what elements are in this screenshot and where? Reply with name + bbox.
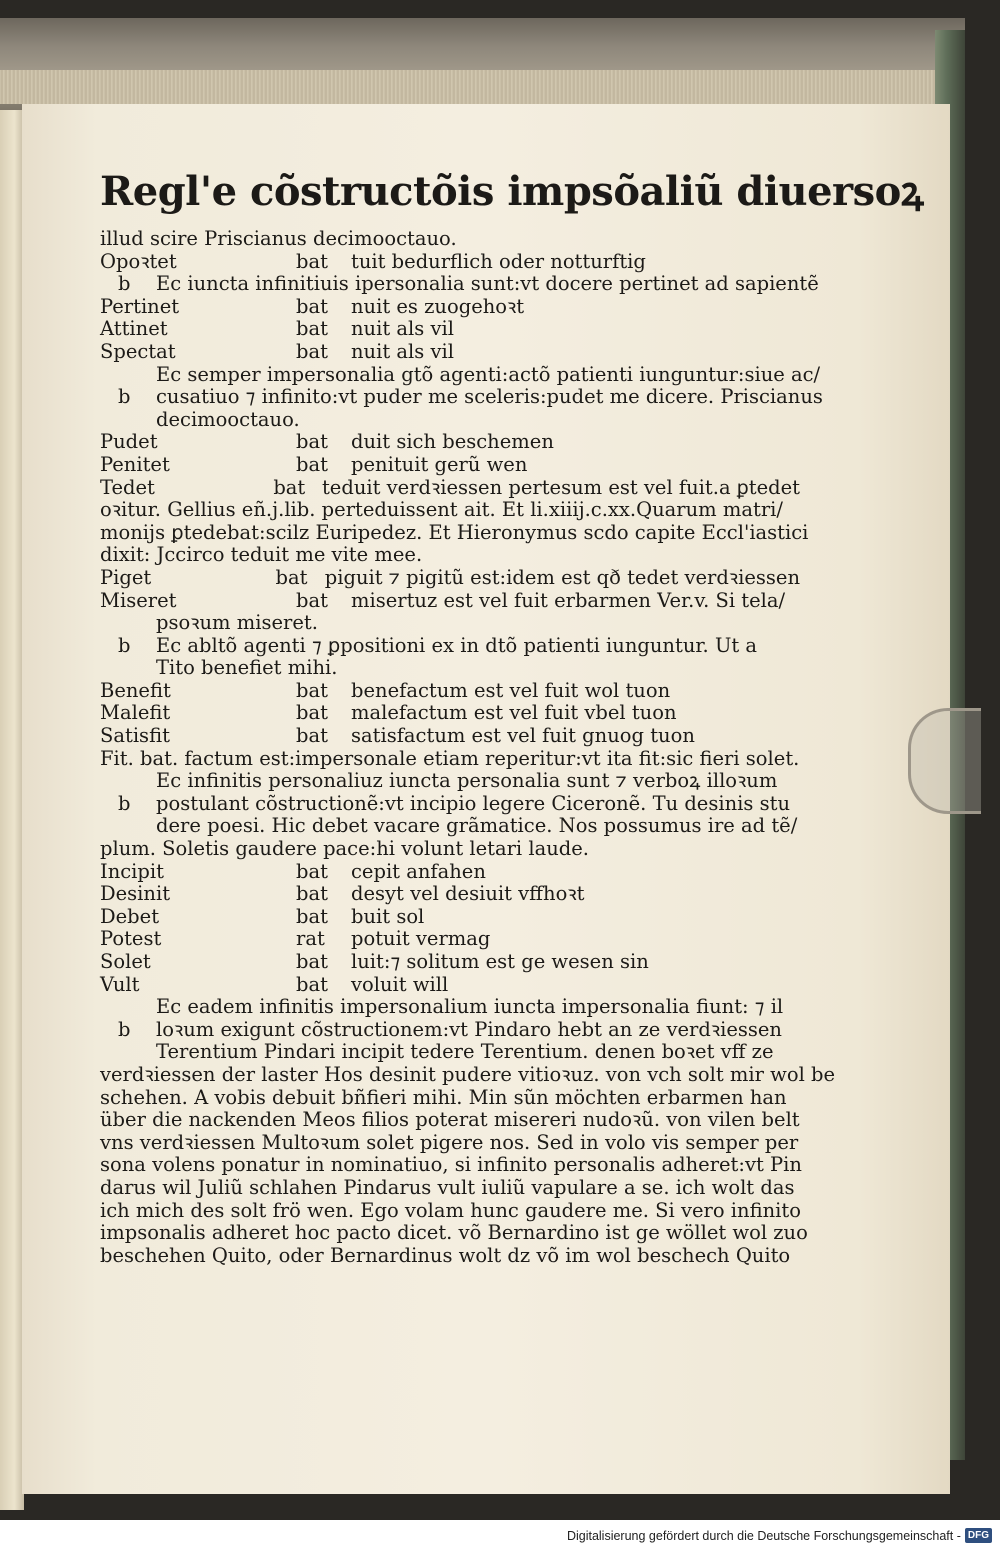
text-line: sona volens ponatur in nominatiuo, si infinito personalis adheret:vt Pin	[100, 1153, 802, 1177]
gloss-marker: bat	[296, 339, 328, 363]
headword: Incipit	[100, 859, 164, 883]
gloss-entry	[100, 861, 800, 884]
gloss-entry	[100, 951, 800, 974]
rule-marker: b	[118, 385, 131, 409]
headword: Tedet	[100, 475, 155, 499]
headword: Opoꝛtet	[100, 249, 177, 273]
indented-line: Tito benefiet mihi.	[156, 656, 338, 680]
text-line: illud scire Priscianus decimooctauo.	[100, 227, 457, 250]
gloss-text: misertuz est vel fuit erbarmen Ver.v. Si tela/	[351, 588, 786, 612]
gloss-marker: bat	[296, 294, 328, 318]
text-line: ich mich des solt frö wen. Ego volam hunc gaudere me. Si vero infinito	[100, 1198, 801, 1222]
headword: Vult	[100, 972, 140, 996]
rule-line	[100, 635, 800, 658]
gloss-entry	[100, 251, 800, 274]
rule-line	[100, 1019, 800, 1042]
text-line: plum. Soletis gaudere pace:hi volunt letari laude.	[100, 837, 589, 861]
gloss-text: duit sich beschemen	[351, 430, 554, 454]
gloss-marker: bat	[275, 565, 308, 589]
text-line: vns verdꝛiessen Multoꝛum solet pigere nos. Sed in volo vis semper per	[100, 1130, 799, 1154]
rule-line	[100, 272, 819, 296]
gloss-entry	[100, 680, 800, 703]
rule-text: postulant cõstructionẽ:vt incipio legere Ciceronẽ. Tu desinis stu	[156, 791, 790, 815]
gloss-entry	[100, 296, 800, 319]
gloss-entry	[100, 567, 800, 590]
rule-marker: b	[118, 1017, 131, 1041]
gloss-text: nuit als vil	[351, 339, 454, 363]
rule-text: loꝛum exigunt cõstructionem:vt Pindaro hebt an ze verdꝛiessen	[156, 1017, 782, 1041]
indented-line: Ec eadem infinitis impersonalium iuncta impersonalia fiunt: ⁊ il	[156, 995, 784, 1019]
gloss-text: potuit vermag	[351, 927, 491, 951]
headword: Satisfit	[100, 724, 170, 748]
gloss-text: satisfactum est vel fuit gnuog tuon	[351, 724, 695, 748]
gloss-entry	[100, 725, 800, 748]
gloss-text: nuit als vil	[351, 317, 454, 341]
gloss-marker: bat	[296, 882, 328, 906]
dfg-logo: DFG	[965, 1528, 992, 1543]
indented-line: Ec infinitis personaliuz iuncta personalia sunt ⁊ verboꝝ illoꝛum	[156, 769, 778, 793]
rule-text: cusatiuo ⁊ infinito:vt puder me sceleris:pudet me dicere. Priscianus	[156, 385, 823, 409]
gloss-marker: bat	[296, 678, 328, 702]
indented-line: Terentium Pindari incipit tedere Terentium. denen boꝛet vff ze	[156, 1040, 774, 1064]
text-line: über die nackenden Meos filios poterat misereri nudoꝛũ. von vilen belt	[100, 1108, 800, 1132]
headword: Piget	[100, 565, 152, 589]
indented-line: decimooctauo.	[156, 407, 300, 431]
gloss-marker: bat	[296, 859, 328, 883]
funding-notice: Digitalisierung gefördert durch die Deutsche Forschungsgemeinschaft -	[566, 1528, 961, 1543]
headword: Penitet	[100, 452, 170, 476]
text-line: schehen. A vobis debuit bñfieri mihi. Min sũn möchten erbarmen han	[100, 1085, 787, 1109]
rule-marker: b	[118, 791, 131, 815]
gloss-text: piguit ⁊ pigitũ est:idem est qð tedet verdꝛiessen	[324, 565, 800, 589]
gloss-text: nuit es zuogehoꝛt	[351, 294, 525, 318]
rule-text: Ec iuncta infinitiuis ipersonalia sunt:vt docere pertinet ad sapientẽ	[156, 272, 819, 296]
rule-marker: b	[118, 272, 131, 296]
gloss-text: penituit gerũ wen	[351, 452, 528, 476]
headword: Potest	[100, 927, 162, 951]
gloss-entry	[100, 341, 800, 364]
headword: Pertinet	[100, 294, 180, 318]
gloss-text: luit:⁊ solitum est ge wesen sin	[351, 950, 649, 973]
gloss-marker: bat	[296, 972, 328, 996]
gloss-entry	[100, 431, 800, 454]
text-line: verdꝛiessen der laster Hos desinit pudere vitioꝛuz. von vch solt mir wol be	[100, 1062, 836, 1086]
gloss-entry	[100, 883, 800, 906]
indented-line: Ec semper impersonalia gtõ agenti:actõ patienti iunguntur:siue ac/	[156, 362, 821, 386]
gloss-marker: bat	[296, 904, 328, 928]
gloss-entry	[100, 974, 800, 997]
gloss-marker: bat	[296, 430, 328, 454]
text-line: Fit. bat. factum est:impersonale etiam reperitur:vt ita fit:sic fieri solet.	[100, 746, 800, 770]
gloss-text: cepit anfahen	[351, 859, 486, 883]
rule-line	[100, 793, 800, 816]
headword: Pudet	[100, 430, 158, 454]
headword: Debet	[100, 904, 160, 928]
page-text	[100, 160, 924, 1267]
gloss-entry	[100, 590, 800, 613]
gloss-marker: rat	[296, 927, 325, 951]
headword: Malefit	[100, 701, 171, 725]
text-line: darus wil Juliũ schlahen Pindarus vult iuliũ vapulare a se. ich wolt das	[100, 1175, 795, 1199]
left-page-edge	[0, 110, 24, 1510]
text-line: impsonalis adheret hoc pacto dicet. võ Bernardino ist ge wöllet wol zuo	[100, 1221, 808, 1245]
gloss-text: teduit verdꝛiessen pertesum est vel fuit.a ꝑtedet	[321, 475, 800, 499]
gloss-text: benefactum est vel fuit wol tuon	[351, 678, 671, 702]
text-line: monijs ꝑtedebat:scilz Euripedez. Et Hieronymus scdo capite Eccl'iastici	[100, 520, 809, 544]
gloss-marker: bat	[296, 452, 328, 476]
gloss-marker: bat	[296, 249, 328, 273]
page-clip	[908, 708, 981, 814]
rule-line	[100, 385, 823, 409]
text-line: dixit: Jccirco teduit me vite mee.	[100, 543, 423, 567]
headword: Spectat	[100, 339, 176, 363]
gloss-marker: bat	[296, 701, 328, 725]
gloss-marker: bat	[296, 950, 328, 973]
text-lines	[100, 227, 836, 1267]
gloss-entry	[100, 318, 800, 341]
gloss-entry	[100, 454, 800, 477]
gloss-marker: bat	[296, 724, 328, 748]
text-line: beschehen Quito, oder Bernardinus wolt dz võ im wol beschech Quito	[100, 1243, 791, 1267]
headword: Attinet	[100, 317, 168, 341]
rule-marker: b	[118, 633, 131, 657]
gloss-text: voluit will	[351, 972, 449, 996]
headword: Desinit	[100, 882, 171, 906]
gloss-entry	[100, 702, 800, 725]
indented-line: psoꝛum miseret.	[156, 611, 318, 635]
gloss-marker: bat	[273, 475, 306, 499]
text-line: oꝛitur. Gellius eñ.j.lib. perteduissent ait. Et li.xiiij.c.xx.Quarum matri/	[100, 498, 783, 522]
indented-line: dere poesi. Hic debet vacare grãmatice. Nos possumus ire ad tẽ/	[156, 814, 798, 838]
headword: Solet	[100, 950, 151, 973]
headword: Benefit	[100, 678, 171, 702]
footer	[567, 1528, 992, 1543]
page-block-edges	[0, 70, 965, 104]
gloss-text: malefactum est vel fuit vbel tuon	[351, 701, 677, 725]
gloss-entry	[100, 477, 800, 500]
rule-text: Ec abltõ agenti ⁊ ꝑpositioni ex in dtõ patienti iunguntur. Ut a	[156, 633, 758, 657]
gloss-text: tuit bedurflich oder notturftig	[351, 249, 646, 273]
headword: Miseret	[100, 588, 177, 612]
gloss-entry	[100, 928, 800, 951]
gloss-text: desyt vel desiuit vffhoꝛt	[351, 882, 585, 906]
gloss-text: buit sol	[351, 904, 425, 928]
gloss-marker: bat	[296, 317, 328, 341]
gloss-entry	[100, 906, 800, 929]
page-title: Regl'e cõstructõis impsõaliũ diuersoꝝ	[100, 168, 924, 215]
gloss-marker: bat	[296, 588, 328, 612]
